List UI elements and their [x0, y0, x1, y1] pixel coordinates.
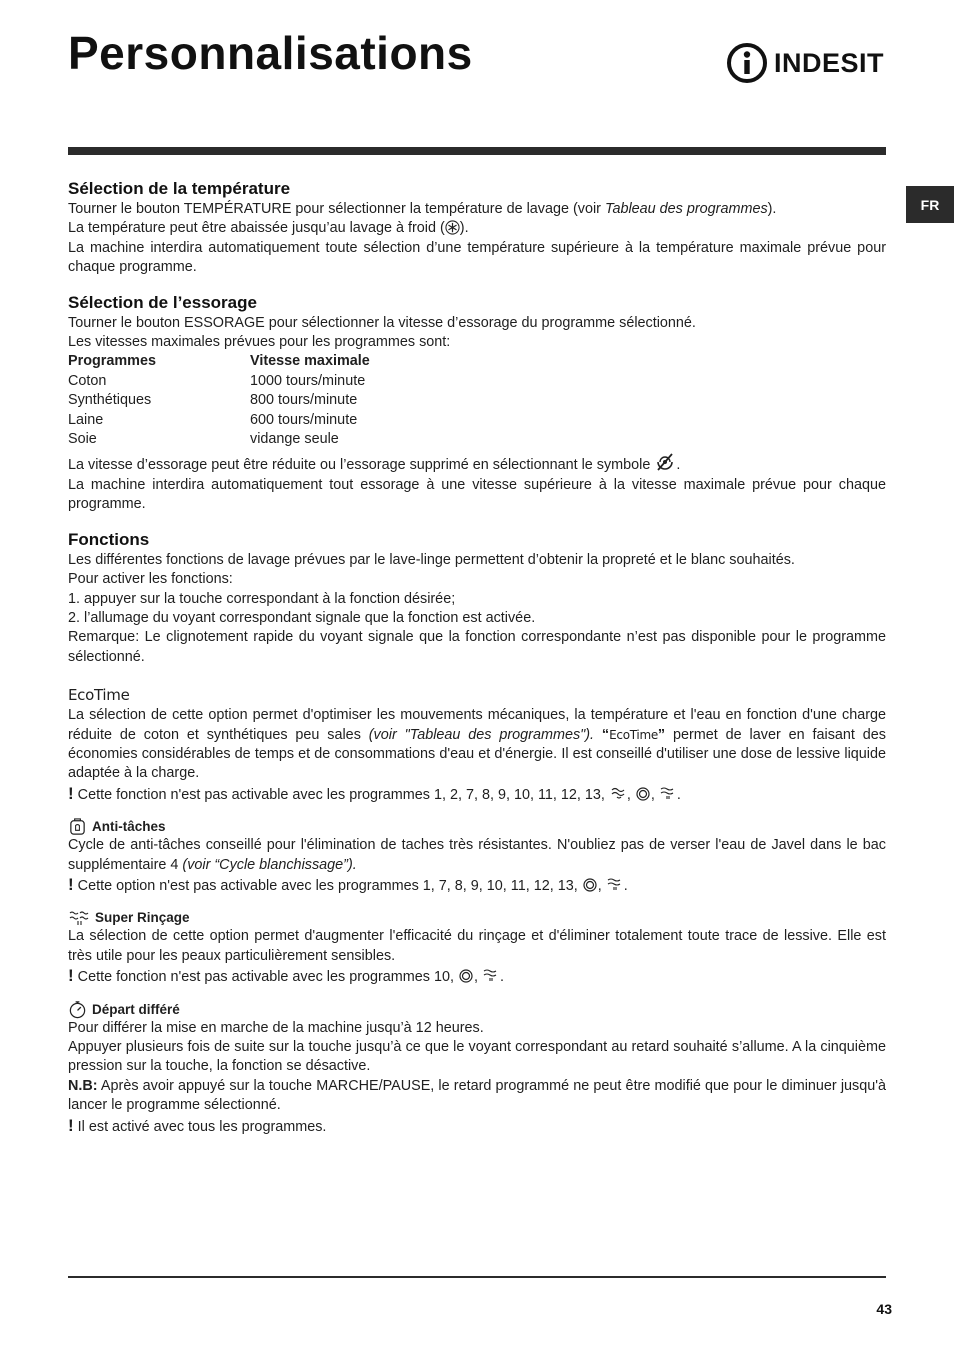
- spin-section: [68, 292, 886, 515]
- spin-text-3: [68, 452, 886, 475]
- text-span: ,: [597, 877, 606, 894]
- text-italic: (voir “Cycle blanchissage”).: [182, 856, 357, 873]
- anti-stain-icon: [68, 817, 87, 836]
- table-header: Vitesse maximale: [250, 353, 370, 370]
- timer-icon: [68, 1000, 87, 1019]
- table-cell: Coton: [68, 372, 107, 389]
- text-span: .: [676, 457, 681, 474]
- nb-label: N.B:: [68, 1077, 98, 1094]
- text-span: permet de laver en faisant des économies considérables de temps et de consommations d'eau et d'énergie. Il est conseillé d'utiliser une dose de lessive liquide adaptée à la charge.: [68, 726, 886, 782]
- text-span: Tourner le bouton TEMPÉRATURE pour sélectionner la température de lavage (voir: [68, 201, 605, 217]
- ecotime-text: [68, 706, 886, 784]
- text-span: ,: [473, 969, 482, 986]
- delay-text-1: Pour différer la mise en marche de la machine jusqu’à 12 heures.: [68, 1019, 484, 1036]
- ecotime-note: [68, 784, 886, 805]
- super-rinse-icon: [659, 786, 677, 802]
- text-span: .: [676, 786, 681, 803]
- brand-logo: [726, 42, 884, 84]
- text-span: Cette fonction n'est pas activable avec les programmes 1, 2, 7, 8, 9, 10, 11, 12, 13,: [77, 786, 609, 803]
- functions-text-1: Les différentes fonctions de lavage prévues par le lave-linge permettent d’obtenir la propreté et le blanc souhaités.: [68, 551, 795, 568]
- table-row: [68, 430, 370, 449]
- anti-stain-note: [68, 875, 886, 896]
- delay-nb: [68, 1077, 886, 1116]
- text-italic: (voir "Tableau des programmes").: [368, 726, 595, 743]
- warning-icon: !: [68, 966, 74, 986]
- table-row: [68, 372, 370, 391]
- indesit-i-logo-icon: [726, 42, 768, 84]
- spin-speed-table: [68, 352, 370, 449]
- super-rinse-icon: [606, 877, 624, 893]
- ecotime-section: [68, 685, 886, 805]
- anti-stain-section: [68, 817, 886, 896]
- anti-stain-heading: [68, 817, 886, 836]
- ecotime-heading: [68, 685, 886, 706]
- language-tab: FR: [906, 186, 954, 223]
- functions-title: Fonctions: [68, 529, 150, 549]
- text-span: “: [594, 726, 610, 743]
- anti-stain-text: [68, 836, 886, 875]
- top-divider: [68, 147, 886, 155]
- text-span: .: [623, 877, 628, 894]
- brand-name: INDESIT: [774, 47, 885, 78]
- super-rinse-title: Super Rinçage: [95, 910, 190, 926]
- delay-text-2: Appuyer plusieurs fois de suite sur la touche jusqu’à ce que le voyant correspondant au retard souhaité s’allume. A la cinquième pression sur la touche, la fonction se désactive.: [68, 1039, 886, 1075]
- table-cell: vidange seule: [250, 431, 339, 448]
- warning-icon: !: [68, 783, 74, 803]
- text-span: ).: [767, 201, 777, 217]
- text-span: Après avoir appuyé sur la touche MARCHE/PAUSE, le retard programmé ne peut être modifié que pour le diminuer jusqu'à lancer le programme sélectionné.: [68, 1077, 886, 1114]
- warning-icon: !: [68, 1115, 74, 1135]
- text-span: Cette option n'est pas activable avec les programmes 1, 7, 8, 9, 10, 11, 12, 13,: [77, 877, 582, 894]
- table-cell: 800 tours/minute: [250, 392, 358, 409]
- bottom-divider: [68, 1276, 886, 1278]
- functions-step-2: 2. l’allumage du voyant correspondant signale que la fonction est activée.: [68, 609, 536, 626]
- table-cell: 1000 tours/minute: [250, 372, 366, 389]
- silk-icon: [635, 786, 651, 802]
- text-span: La vitesse d’essorage peut être réduite ou l’essorage supprimé en sélectionnant le symbole: [68, 457, 655, 474]
- temperature-text-3: La machine interdira automatiquement toute sélection d’une température supérieure à la température maximale prévue pour chaque programme.: [68, 239, 886, 276]
- table-cell: 600 tours/minute: [250, 411, 358, 428]
- delay-heading: [68, 1000, 886, 1019]
- temperature-text-2: [68, 219, 886, 238]
- temperature-section: [68, 178, 886, 278]
- text-span: La température peut être abaissée jusqu’au lavage à froid (: [68, 220, 445, 237]
- table-cell: Laine: [68, 411, 104, 428]
- ecotime-label: EcoTime: [68, 686, 130, 705]
- table-row: [68, 411, 370, 430]
- text-span: La sélection de cette option permet d'optimiser les mouvements mécaniques, la température et l'eau en fonction d'une charge réduite de coton et synthétiques peu sales: [68, 707, 886, 743]
- super-rinse-note: [68, 966, 886, 987]
- super-rinse-icon: [68, 909, 90, 927]
- table-header: Programmes: [68, 353, 156, 370]
- snowflake-icon: [445, 220, 460, 235]
- text-span: ).: [459, 220, 469, 237]
- spin-text-2: Les vitesses maximales prévues pour les programmes sont:: [68, 334, 451, 351]
- page-number: 43: [876, 1301, 892, 1317]
- text-span: Cycle de anti-tâches conseillé pour l'élimination de taches très résistantes. N'oubliez pas de verser l'eau de Javel dans le bac supplémentaire 4: [68, 837, 886, 873]
- ecotime-label: EcoTime: [609, 727, 658, 742]
- temperature-title: Sélection de la température: [68, 179, 291, 198]
- page-title: Personnalisations: [68, 27, 473, 79]
- functions-text-2: Pour activer les fonctions:: [68, 571, 233, 588]
- table-cell: Soie: [68, 431, 97, 448]
- text-span: ,: [626, 786, 635, 803]
- silk-icon: [582, 877, 598, 893]
- page-content: [68, 178, 886, 1137]
- text-span: ,: [650, 786, 659, 803]
- functions-step-1: 1. appuyer sur la touche correspondant à la fonction désirée;: [68, 590, 456, 607]
- warning-icon: !: [68, 874, 74, 894]
- wool-icon: [609, 786, 627, 802]
- functions-section: [68, 529, 886, 667]
- text-span: Cette fonction n'est pas activable avec les programmes 10,: [77, 969, 458, 986]
- text-italic: Tableau des programmes: [604, 201, 768, 217]
- super-rinse-heading: [68, 908, 886, 927]
- super-rinse-text: La sélection de cette option permet d'augmenter l'efficacité du rinçage et d'éliminer totalement toute trace de lessive. Elle est très utile pour les peaux particulièrement sensibles.: [68, 928, 886, 964]
- functions-remark: Remarque: Le clignotement rapide du voyant signale que la fonction correspondante n’est pas disponible pour le programme sélectionné.: [68, 629, 886, 665]
- temperature-text-1: [68, 200, 886, 219]
- no-spin-icon: [654, 452, 676, 472]
- delay-title: Départ différé: [92, 1001, 180, 1017]
- table-header-row: [68, 352, 370, 371]
- delay-section: [68, 1000, 886, 1137]
- spin-title: Sélection de l’essorage: [68, 292, 257, 312]
- spin-text-4: La machine interdira automatiquement tout essorage à une vitesse supérieure à la vitesse maximale prévue pour chaque programme.: [68, 476, 886, 513]
- spin-text-1: Tourner le bouton ESSORAGE pour sélectionner la vitesse d’essorage du programme sélectionné.: [68, 314, 696, 331]
- text-span: ”: [657, 726, 666, 743]
- text-span: Il est activé avec tous les programmes.: [77, 1118, 327, 1135]
- delay-note: [68, 1116, 886, 1137]
- table-cell: Synthétiques: [68, 392, 152, 409]
- anti-stain-title: Anti-tâches: [92, 819, 166, 835]
- table-row: [68, 391, 370, 410]
- super-rinse-section: [68, 908, 886, 987]
- silk-icon: [458, 968, 474, 984]
- text-span: .: [499, 969, 504, 986]
- super-rinse-icon: [482, 968, 500, 984]
